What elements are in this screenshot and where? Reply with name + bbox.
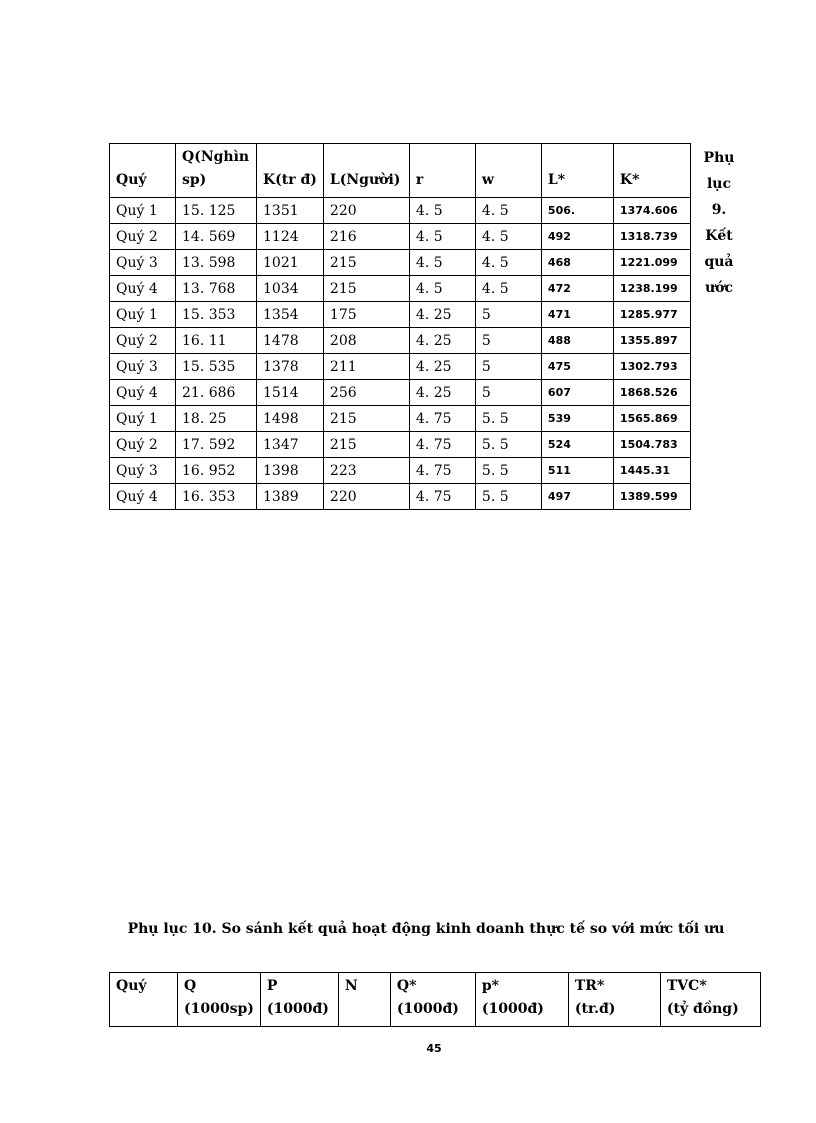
table-cell: 15. 535 — [176, 354, 257, 380]
header-cell: Quý — [110, 973, 178, 1027]
table-cell: 472 — [541, 276, 613, 302]
table-cell: 5 — [475, 354, 541, 380]
table-cell: 4. 5 — [409, 250, 475, 276]
table-cell: 1478 — [257, 328, 324, 354]
table-cell: 5 — [475, 380, 541, 406]
appendix9-body — [110, 144, 691, 510]
header-cell: p* (1000đ) — [475, 973, 568, 1027]
table-cell: 4. 5 — [475, 276, 541, 302]
table-cell: 5 — [475, 328, 541, 354]
table-cell: 16. 952 — [176, 458, 257, 484]
table-cell: 175 — [323, 302, 409, 328]
header-cell: w — [475, 144, 541, 198]
table-row — [110, 198, 691, 224]
table-cell: 1498 — [257, 406, 324, 432]
table-cell: 1285.977 — [613, 302, 690, 328]
table-cell: 211 — [323, 354, 409, 380]
table-cell: 4. 75 — [409, 406, 475, 432]
table-cell: 1355.897 — [613, 328, 690, 354]
table-cell: 16. 11 — [176, 328, 257, 354]
page-number: 45 — [426, 1042, 442, 1055]
header-cell: TVC* (tỷ đồng) — [660, 973, 760, 1027]
header-cell: K(tr đ) — [257, 144, 324, 198]
table-cell: 14. 569 — [176, 224, 257, 250]
header-cell: Q* (1000đ) — [390, 973, 475, 1027]
appendix10-title: Phụ lục 10. So sánh kết quả hoạt động kinh doanh thực tế so với mức tối ưu — [127, 921, 725, 937]
table-cell: 13. 598 — [176, 250, 257, 276]
table-cell: 4. 25 — [409, 328, 475, 354]
table-row — [110, 406, 691, 432]
header-cell: Quý — [110, 144, 176, 198]
table-cell: Quý 1 — [110, 198, 176, 224]
table-cell: 607 — [541, 380, 613, 406]
table-row — [110, 224, 691, 250]
header-cell: Q (1000sp) — [178, 973, 261, 1027]
table-cell: 4. 5 — [409, 276, 475, 302]
table-cell: Quý 3 — [110, 458, 176, 484]
table-cell: 1238.199 — [613, 276, 690, 302]
table-cell: 1565.869 — [613, 406, 690, 432]
table-cell: 4. 5 — [409, 198, 475, 224]
table-cell: 1378 — [257, 354, 324, 380]
table-cell: 1034 — [257, 276, 324, 302]
table-cell: 1351 — [257, 198, 324, 224]
table-cell: 506. — [541, 198, 613, 224]
table-cell: 16. 353 — [176, 484, 257, 510]
table-cell: 21. 686 — [176, 380, 257, 406]
caption-line: 9. — [711, 202, 727, 218]
appendix9-header-row — [110, 144, 691, 198]
table-cell: 223 — [323, 458, 409, 484]
table-cell: 1124 — [257, 224, 324, 250]
caption-line: quả — [704, 254, 734, 270]
table-cell: 4. 75 — [409, 432, 475, 458]
table-cell: 5. 5 — [475, 484, 541, 510]
table-cell: 5. 5 — [475, 432, 541, 458]
table-row — [110, 276, 691, 302]
table-cell: Quý 3 — [110, 250, 176, 276]
header-cell: N — [338, 973, 390, 1027]
table-cell: Quý 2 — [110, 224, 176, 250]
table-cell: Quý 1 — [110, 302, 176, 328]
table-cell: 1868.526 — [613, 380, 690, 406]
table-cell: 1302.793 — [613, 354, 690, 380]
table-cell: 4. 5 — [475, 250, 541, 276]
appendix10-table — [109, 972, 761, 1027]
header-cell: P (1000đ) — [260, 973, 338, 1027]
table-cell: 475 — [541, 354, 613, 380]
table-cell: 5 — [475, 302, 541, 328]
table-cell: 4. 5 — [475, 224, 541, 250]
table-cell: 4. 5 — [475, 198, 541, 224]
table-cell: 1347 — [257, 432, 324, 458]
caption-line: Kết — [705, 228, 733, 244]
caption-line: Phụ — [703, 150, 735, 166]
table-cell: Quý 2 — [110, 328, 176, 354]
table-cell: 4. 25 — [409, 302, 475, 328]
table-cell: Quý 1 — [110, 406, 176, 432]
table-cell: 468 — [541, 250, 613, 276]
table-cell: Quý 4 — [110, 276, 176, 302]
appendix9-table — [109, 143, 691, 510]
table-cell: 215 — [323, 406, 409, 432]
table-cell: 1514 — [257, 380, 324, 406]
table-cell: 216 — [323, 224, 409, 250]
table-cell: 13. 768 — [176, 276, 257, 302]
table-cell: 215 — [323, 432, 409, 458]
table-cell: 1221.099 — [613, 250, 690, 276]
table-cell: 511 — [541, 458, 613, 484]
table-cell: 492 — [541, 224, 613, 250]
table-cell: 1354 — [257, 302, 324, 328]
caption-line: lục — [706, 176, 732, 192]
header-cell: L(Người) — [323, 144, 409, 198]
table-row — [110, 484, 691, 510]
caption-line: ước — [704, 280, 734, 296]
header-cell: K* — [613, 144, 690, 198]
table-cell: 215 — [323, 276, 409, 302]
table-cell: 5. 5 — [475, 406, 541, 432]
header-cell: TR* (tr.đ) — [568, 973, 660, 1027]
header-cell: L* — [541, 144, 613, 198]
table-cell: 4. 25 — [409, 354, 475, 380]
header-cell: r — [409, 144, 475, 198]
table-cell: 1021 — [257, 250, 324, 276]
table-cell: Quý 4 — [110, 380, 176, 406]
table-cell: 1504.783 — [613, 432, 690, 458]
table-cell: 488 — [541, 328, 613, 354]
appendix9-caption — [697, 145, 741, 301]
table-row — [110, 328, 691, 354]
table-cell: 5. 5 — [475, 458, 541, 484]
table-cell: 1389 — [257, 484, 324, 510]
table-cell: 15. 353 — [176, 302, 257, 328]
table-row — [110, 354, 691, 380]
table-cell: Quý 2 — [110, 432, 176, 458]
table-cell: 4. 25 — [409, 380, 475, 406]
table-cell: 17. 592 — [176, 432, 257, 458]
table-cell: 15. 125 — [176, 198, 257, 224]
table-cell: 539 — [541, 406, 613, 432]
table-cell: 1398 — [257, 458, 324, 484]
appendix10-header-row — [110, 973, 761, 1027]
table-cell: 4. 75 — [409, 484, 475, 510]
table-row — [110, 432, 691, 458]
table-cell: 471 — [541, 302, 613, 328]
table-cell: 4. 75 — [409, 458, 475, 484]
table-row — [110, 250, 691, 276]
table-cell: Quý 3 — [110, 354, 176, 380]
table-cell: 1445.31 — [613, 458, 690, 484]
table-cell: 18. 25 — [176, 406, 257, 432]
table-cell: 1374.606 — [613, 198, 690, 224]
table-cell: 208 — [323, 328, 409, 354]
table-row — [110, 380, 691, 406]
table-cell: 220 — [323, 198, 409, 224]
table-cell: 497 — [541, 484, 613, 510]
table-cell: 4. 5 — [409, 224, 475, 250]
table-cell: 220 — [323, 484, 409, 510]
table-row — [110, 458, 691, 484]
table-cell: 256 — [323, 380, 409, 406]
table-row — [110, 302, 691, 328]
table-cell: 1318.739 — [613, 224, 690, 250]
header-cell: Q(Nghìn sp) — [176, 144, 257, 198]
table-cell: Quý 4 — [110, 484, 176, 510]
table-cell: 215 — [323, 250, 409, 276]
table-cell: 1389.599 — [613, 484, 690, 510]
table-cell: 524 — [541, 432, 613, 458]
